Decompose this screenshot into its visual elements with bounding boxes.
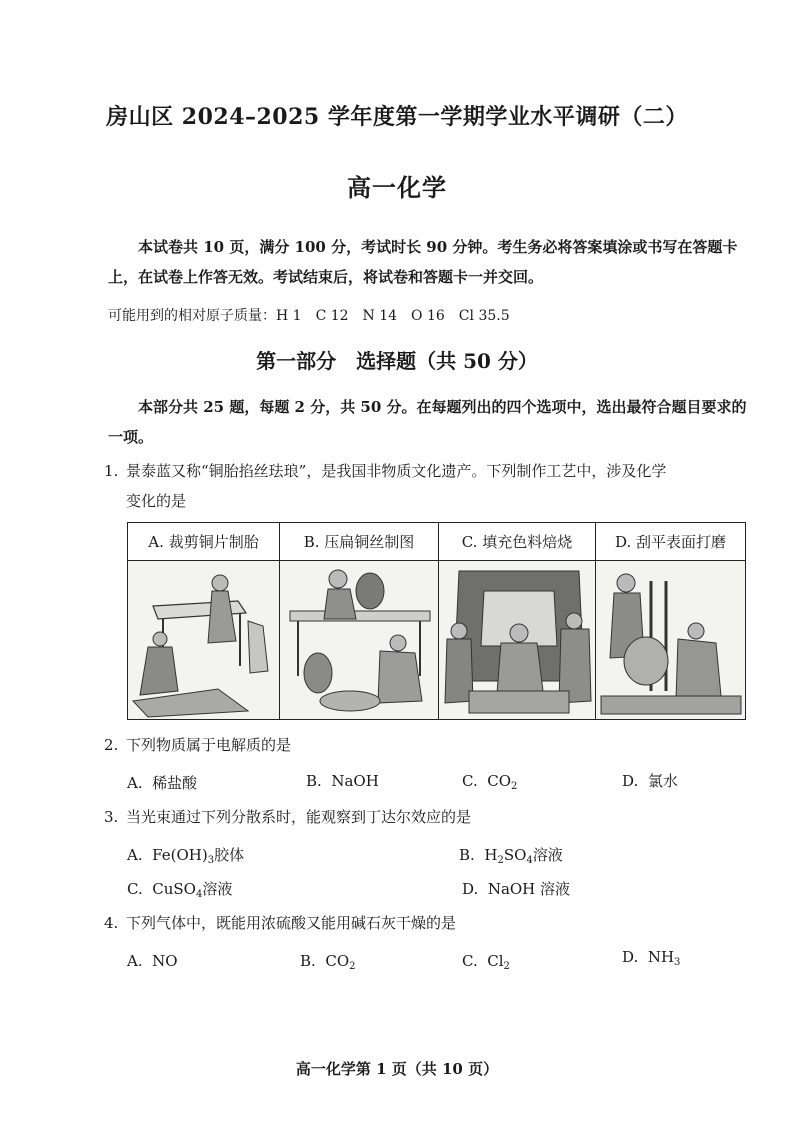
kiln-firing-illustration [439,561,596,719]
option-text: NaOH [331,772,379,790]
q2-option-d[interactable] [622,770,678,791]
question-stem: 景泰蓝又称“铜胎掐丝珐琅”，是我国非物质文化遗产。下列制作工艺中，涉及化学 [126,462,667,480]
option-c-header [439,523,596,561]
option-label: D. [622,948,639,966]
q3-option-a[interactable] [127,844,244,866]
option-label: A. [127,846,143,864]
option-label: A. [127,952,143,970]
option-a-header [128,523,280,561]
option-text: 裁剪铜片制胎 [168,533,259,551]
option-subscript: 2 [349,961,356,972]
question-stem: 下列气体中，既能用浓硫酸又能用碱石灰干燥的是 [126,914,457,932]
q4-option-a[interactable] [127,952,178,970]
section-instructions: 本部分共 25 题，每题 2 分，共 50 分。在每题列出的四个选项中，选出最符合题目要求的一项。 [108,398,747,446]
option-label: B. [303,533,320,551]
option-text: NH [647,948,675,966]
option-text: CO [325,952,350,970]
option-b-header [280,523,439,561]
option-text: Cl [487,952,504,970]
option-label: C. [461,533,478,551]
option-text: 压扁铜丝制图 [324,533,415,551]
option-text-mid: SO [503,846,527,864]
question-2-stem [104,734,291,755]
question-number: 4. [104,914,119,932]
option-text: 氯水 [647,772,678,790]
option-label: C. [462,772,478,790]
option-label: D. [622,772,639,790]
option-label: C. [127,880,143,898]
q2-option-c[interactable] [462,772,517,792]
option-text: CO [487,772,512,790]
option-subscript: 2 [511,781,518,792]
option-subscript-2: 4 [526,855,533,866]
q3-option-b[interactable] [459,844,563,866]
question-1-line2: 变化的是 [126,492,187,510]
option-text: 填充色料焙烧 [482,533,573,551]
option-d-header [596,523,745,561]
question-4-stem [104,912,456,933]
question-1-line1 [104,460,666,481]
atomic-masses: 可能用到的相对原子质量：H 1 C 12 N 14 O 16 Cl 35.5 [108,308,510,324]
option-label: D. [462,880,479,898]
flattening-wire-illustration [280,561,439,719]
cutting-copper-illustration [128,561,280,719]
option-label: C. [462,952,478,970]
option-text: CuSO [152,880,196,898]
option-text-suffix: 溶液 [532,846,563,864]
question-number: 2. [104,736,119,754]
option-label: A. [127,774,143,792]
question-number: 3. [104,808,119,826]
section-title: 第一部分 选择题（共 50 分） [256,349,538,373]
option-subscript: 3 [207,855,215,866]
page-footer: 高一化学第 1 页（共 10 页） [295,1060,499,1078]
q4-option-d[interactable] [622,948,680,968]
question-stem: 下列物质属于电解质的是 [126,736,292,754]
q2-option-a[interactable] [127,772,197,793]
option-text: H [484,846,498,864]
option-label: B. [459,846,475,864]
option-text: NO [152,952,178,970]
option-text: Fe(OH) [152,846,208,864]
option-subscript: 2 [503,961,510,972]
question-stem: 当光束通过下列分散系时，能观察到丁达尔效应的是 [126,808,472,826]
option-label: B. [306,772,322,790]
option-subscript: 2 [497,855,504,866]
process-table [127,522,746,720]
option-label: D. [614,533,632,551]
option-label: A. [148,533,164,551]
option-subscript: 4 [195,889,203,900]
q4-option-c[interactable] [462,952,510,972]
question-3-stem [104,806,471,827]
q2-option-b[interactable] [306,772,379,790]
polishing-illustration [596,561,745,719]
option-text: 刮平表面打磨 [636,533,727,551]
exam-title: 房山区 2024–2025 学年度第一学期学业水平调研（二） [106,104,688,130]
question-number: 1. [104,462,119,480]
exam-instructions: 本试卷共 10 页，满分 100 分，考试时长 90 分钟。考生务必将答案填涂或书写在答题卡上，在试卷上作答无效。考试结束后，将试卷和答题卡一并交回。 [108,238,738,286]
subject-title: 高一化学 [347,173,447,202]
q3-option-d[interactable] [462,878,570,899]
option-text: 稀盐酸 [152,774,198,792]
option-text: NaOH 溶液 [487,880,571,898]
option-text-suffix: 溶液 [202,880,233,898]
q3-option-c[interactable] [127,878,232,900]
q4-option-b[interactable] [300,952,356,972]
option-subscript: 3 [674,957,681,968]
option-label: B. [300,952,316,970]
option-text-suffix: 胶体 [214,846,245,864]
